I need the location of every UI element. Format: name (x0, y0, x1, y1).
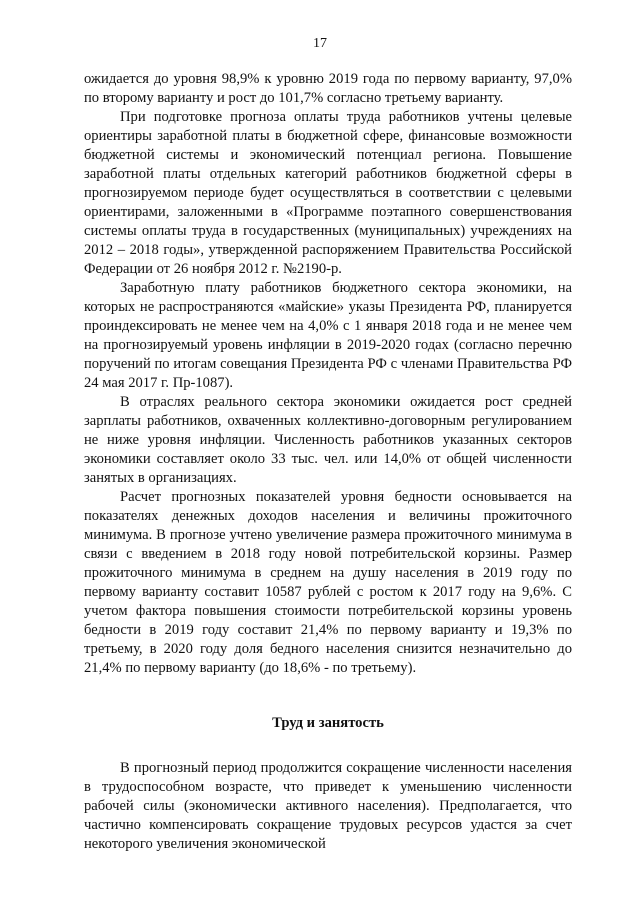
paragraph-wage-forecast-continuation: ожидается до уровня 98,9% к уровню 2019 года по первому варианту, 97,0% по второму варианту и рост до 101,7% согласно третьему варианту. (84, 71, 572, 106)
page-number: 17 (313, 36, 327, 51)
document-body (84, 70, 572, 854)
paragraph-poverty-level: Расчет прогнозных показателей уровня бедности основывается на показателях денежных доходов населения и величины прожиточного минимума. В прогнозе учтено увеличение размера прожиточного минимума в связи с введением в 2018 году новой потребительской корзины. Размер прожиточного минимума в среднем на душу населения в 2019 году по первому варианту составит 10587 рублей с ростом к 2017 году на 9,6%. С учетом фактора повышения стоимости потребительской корзины уровень бедности в 2019 году составит 21,4% по первому варианту и 19,3% по третьему, в 2020 году доля бедного населения снизится незначительно до 21,4% по первому варианту (до 18,6% - по третьему). (84, 489, 572, 676)
paragraph-budget-sector-indexation: Заработную плату работников бюджетного сектора экономики, на которых не распространяются «майские» указы Президента РФ, планируется проиндексировать не менее чем на 4,0% с 1 января 2018 года и не менее чем на прогнозируемый уровень инфляции в 2019-2020 годах (согласно перечню поручений по итогам совещания Президента РФ с членами Правительства РФ 24 мая 2017 г. Пр-1087). (84, 280, 572, 391)
paragraph-wage-targets: При подготовке прогноза оплаты труда работников учтены целевые ориентиры заработной платы в бюджетной сфере, финансовые возможности бюджетной системы и экономический потенциал региона. Повышение заработной платы отдельных категорий работников бюджетной сферы в прогнозируемом периоде будет осуществляться в соответствии с целевыми ориентирами, заложенными в «Программе поэтапного совершенствования системы оплаты труда в государственных (муниципальных) учреждениях на 2012 – 2018 годы», утвержденной распоряжением Правительства Российской Федерации от 26 ноября 2012 г. №2190-р. (84, 109, 572, 277)
paragraph-labor-force: В прогнозный период продолжится сокращение численности населения в трудоспособном возрасте, что приведет к уменьшению численности рабочей силы (экономически активного населения). Предполагается, что частично компенсировать сокращение трудовых ресурсов удастся за счет некоторого увеличения экономической (84, 760, 572, 852)
section-heading-labor-employment: Труд и занятость (272, 715, 384, 731)
paragraph-real-sector-wages: В отраслях реального сектора экономики ожидается рост средней зарплаты работников, охваченных коллективно-договорным регулированием не ниже уровня инфляции. Численность работников указанных секторов экономики составляет около 33 тыс. чел. или 14,0% от общей численности занятых в организациях. (84, 394, 572, 486)
